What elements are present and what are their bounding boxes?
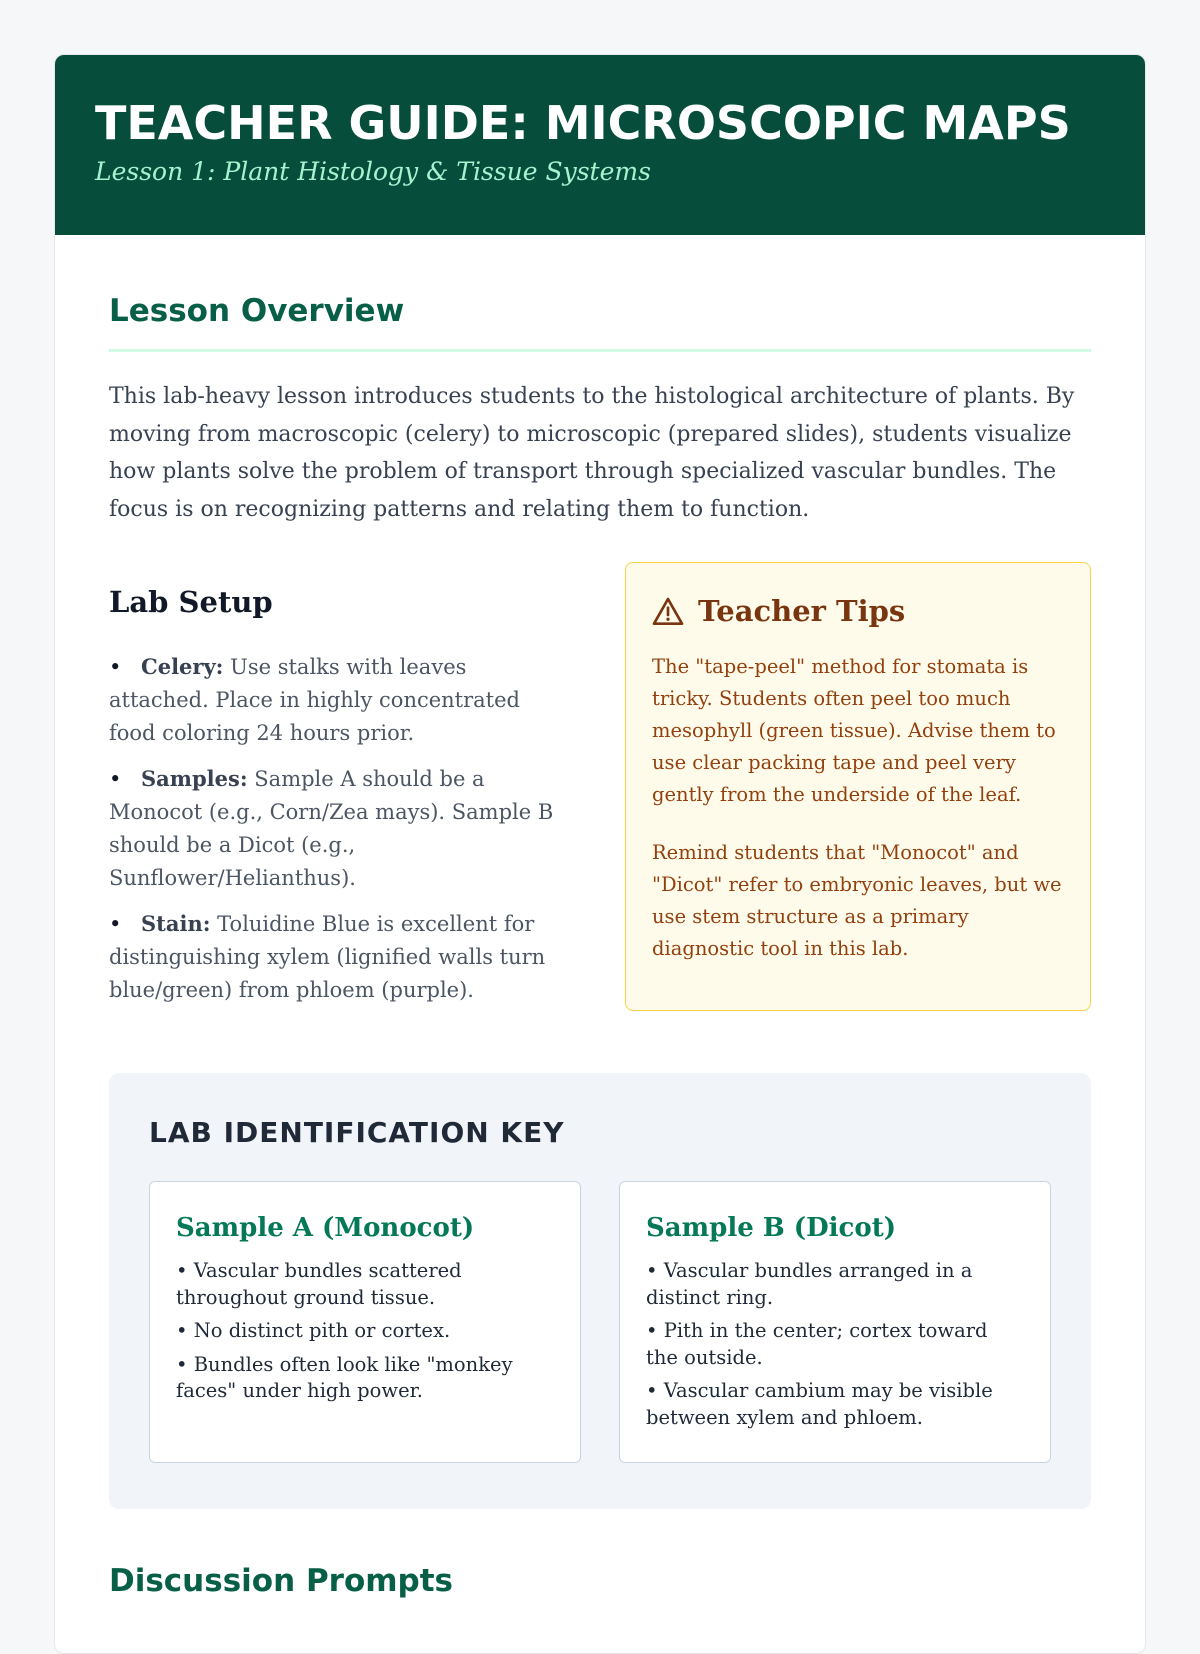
card-list [176, 1258, 554, 1405]
list-item: • Pith in the center; cortex toward the outside. [646, 1319, 988, 1369]
id-key-heading: LAB IDENTIFICATION KEY [149, 1116, 565, 1149]
tip-paragraph: The "tape-peel" method for stomata is tricky. Students often peel too much mesophyll (green tissue). Advise them to use clear packing tape and peel very gently from the underside of the leaf. [652, 655, 1056, 806]
bullet-icon: • [109, 912, 122, 936]
bullet-icon: • [109, 655, 122, 679]
page-subtitle: Lesson 1: Plant Histology & Tissue Systems [95, 157, 651, 186]
list-item [109, 907, 569, 1007]
list-item [109, 650, 569, 750]
sample-a-card [149, 1181, 581, 1463]
overview-heading: Lesson Overview [109, 291, 1091, 352]
id-key-cards [149, 1181, 1051, 1463]
list-item: • Bundles often look like "monkey faces" under high power. [176, 1352, 513, 1402]
tip-paragraph: Remind students that "Monocot" and "Dicot" refer to embryonic leaves, but we use stem structure as a primary diagnostic tool in this lab. [652, 841, 1062, 960]
teacher-tips-box [625, 562, 1091, 1011]
item-text: Sample A should be a Monocot (e.g., Corn/Zea mays). Sample B should be a Dicot (e.g., Sunflower/Helianthus). [109, 767, 554, 890]
lab-setup-section [109, 582, 569, 1019]
sample-b-card [619, 1181, 1051, 1463]
content [55, 291, 1145, 1601]
identification-key [109, 1073, 1091, 1509]
list-item: • Vascular bundles arranged in a distinct ring. [646, 1259, 973, 1309]
lab-setup-heading: Lab Setup [109, 585, 273, 619]
bullet-icon: • [109, 767, 122, 791]
page-title: TEACHER GUIDE: MICROSCOPIC MAPS [95, 96, 1071, 150]
lab-setup-list [109, 650, 569, 1007]
item-text: Toluidine Blue is excellent for distinguishing xylem (lignified walls turn blue/green) from phloem (purple). [109, 912, 546, 1002]
item-label: Samples: [141, 766, 248, 791]
list-item: • Vascular bundles scattered throughout ground tissue. [176, 1259, 462, 1309]
header-banner [55, 55, 1145, 235]
item-label: Stain: [141, 911, 211, 936]
item-label: Celery: [141, 654, 224, 679]
overview-text: This lab-heavy lesson introduces students to the histological architecture of plants. By moving from macroscopic (celery) to microscopic (prepared slides), students visualize how plants solve the problem of transport through specialized vascular bundles. The focus is on recognizing patterns and relating them to function. [109, 384, 1075, 522]
list-item: • No distinct pith or cortex. [176, 1319, 451, 1342]
item-text: Use stalks with leaves attached. Place in highly concentrated food coloring 24 hours prior. [109, 655, 520, 745]
card-title: Sample B (Dicot) [646, 1213, 897, 1243]
guide-page [54, 54, 1146, 1654]
teacher-tips-heading-row [652, 591, 1064, 631]
list-item: • Vascular cambium may be visible between xylem and phloem. [646, 1379, 993, 1429]
list-item [109, 762, 569, 895]
discussion-heading: Discussion Prompts [109, 1563, 454, 1599]
card-list [646, 1258, 1024, 1431]
warning-icon [652, 596, 684, 626]
card-title: Sample A (Monocot) [176, 1213, 475, 1243]
teacher-tips-heading: Teacher Tips [698, 594, 906, 628]
setup-tips-row [109, 582, 1091, 1019]
